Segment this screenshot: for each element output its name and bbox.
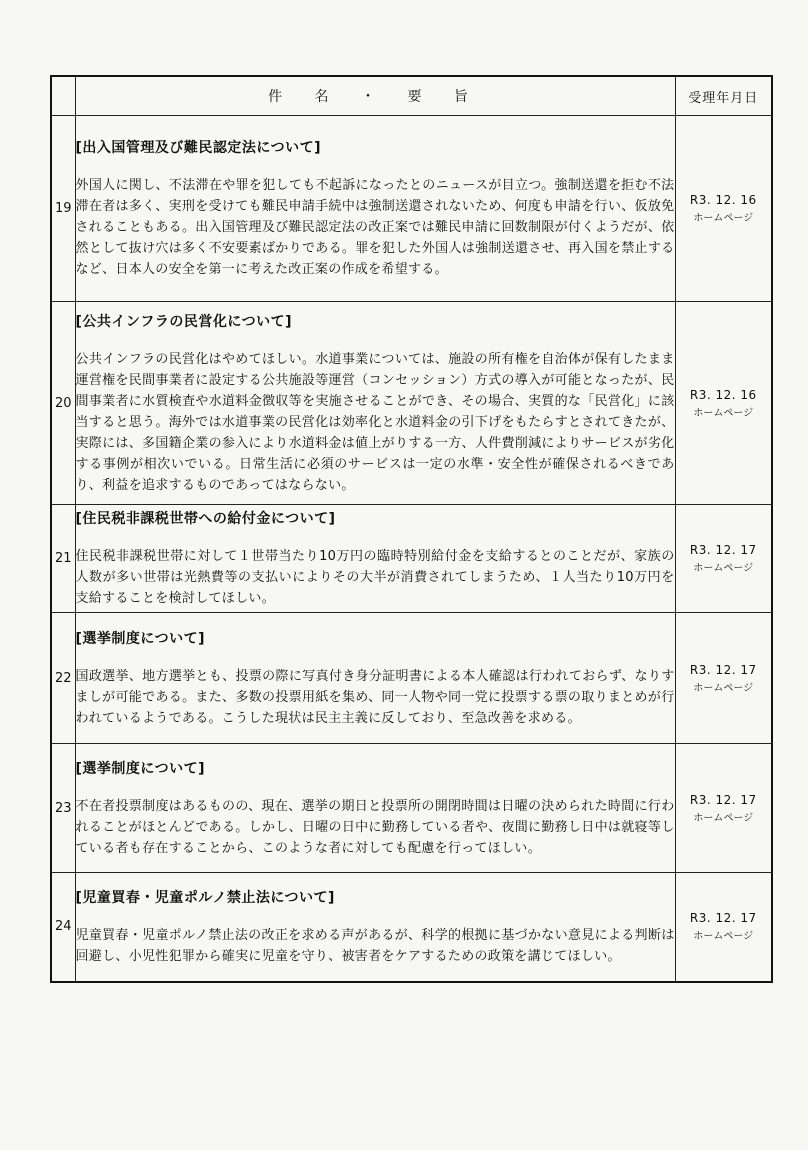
row-source: ホームページ: [693, 213, 754, 224]
row-subject: [公共インフラの民営化について]: [75, 313, 293, 330]
table-row: [51, 505, 772, 613]
header-number: [51, 76, 75, 116]
row-content: [75, 613, 675, 744]
row-content: [75, 873, 675, 982]
row-content: [75, 505, 675, 613]
petition-table: [50, 75, 773, 983]
row-date-cell: [675, 744, 772, 873]
row-number: 19: [51, 116, 75, 302]
row-content: [75, 302, 675, 505]
row-date-cell: [675, 116, 772, 302]
row-date: R3. 12. 16: [689, 193, 757, 207]
row-number: 24: [51, 873, 75, 982]
row-source: ホームページ: [693, 682, 754, 694]
row-source: ホームページ: [693, 812, 754, 824]
row-date: R3. 12. 17: [689, 911, 757, 926]
row-content: [75, 116, 675, 302]
row-number: 20: [51, 302, 75, 505]
row-number: 23: [51, 744, 75, 873]
row-date: R3. 12. 17: [689, 792, 757, 807]
row-text: 児童買春・児童ポルノ禁止法の改正を求める声があるが、科学的根拠に基づかない意見による判断は回避し、小児性犯罪から確実に児童を守り、被害者をケアするための政策を講じてほしい。: [75, 927, 675, 964]
row-date: R3. 12. 17: [689, 543, 757, 557]
row-subject: [選挙制度について]: [75, 630, 206, 647]
row-text: 国政選挙、地方選挙とも、投票の際に写真付き身分証明書による本人確認は行われておらず、なりすましが可能である。また、多数の投票用紙を集め、同一人物や同一党に投票する票の取りまとめが行われているようである。こうした現状は民主主義に反しており、至急改善を求める。: [75, 668, 675, 726]
table-row: [51, 873, 772, 982]
row-date-cell: [675, 613, 772, 744]
row-date: R3. 12. 17: [689, 662, 757, 677]
row-subject: [出入国管理及び難民認定法について]: [75, 140, 322, 156]
row-text: 公共インフラの民営化はやめてほしい。水道事業については、施設の所有権を自治体が保有したまま運営権を民間事業者に設定する公共施設等運営（コンセッション）方式の導入が可能となったが、民間事業者に水質検査や水道料金徴収等を実施させることができ、その場合、実質的な「民営化」に該当すると思う。海外では水道事業の民営化は効率化と水道料金の引下げをもたらすとされてきたが、実際には、多国籍企業の参入により水道料金は値上がりする一方、人件費削減によりサービスが劣化する事例が相次いでいる。日常生活に必須のサービスは一定の水準・安全性が確保されるべきであり、利益を追求するものであってはならない。: [75, 351, 675, 493]
row-number: 22: [51, 613, 75, 744]
row-subject: [住民税非課税世帯への給付金について]: [75, 511, 336, 527]
row-number: 21: [51, 505, 75, 613]
table-row: [51, 744, 772, 873]
table-row: [51, 613, 772, 744]
row-content: [75, 744, 675, 873]
row-date: R3. 12. 16: [689, 387, 757, 402]
row-source: ホームページ: [693, 563, 754, 574]
row-source: ホームページ: [693, 931, 754, 943]
row-text: 外国人に関し、不法滞在や罪を犯しても不起訴になったとのニュースが目立つ。強制送還を拒む不法滞在者は多く、実刑を受けても難民申請手続中は強制送還されないため、何度も申請を行い、仮放免されることもある。出入国管理及び難民認定法の改正案では難民申請に回数制限が付くようだが、依然として抜け穴は多く不安要素ばかりである。罪を犯した外国人は強制送還させ、再入国を禁止するなど、日本人の安全を第一に考えた改正案の作成を希望する。: [75, 178, 675, 277]
table-row: [51, 116, 772, 302]
row-source: ホームページ: [693, 407, 754, 419]
row-date-cell: [675, 505, 772, 613]
table-row: [51, 302, 772, 505]
row-date-cell: [675, 302, 772, 505]
row-date-cell: [675, 873, 772, 982]
row-subject: [児童買春・児童ポルノ禁止法について]: [75, 889, 335, 906]
header-subject-summary: 件 名 ・ 要 旨: [75, 76, 675, 116]
row-subject: [選挙制度について]: [75, 760, 206, 777]
table-header-row: [51, 76, 772, 116]
row-text: 不在者投票制度はあるものの、現在、選挙の期日と投票所の開閉時間は日曜の決められた時間に行われることがほとんどである。しかし、日曜の日中に勤務している者や、夜間に勤務し日中は就寝等している者も存在することから、このような者に対しても配慮を行ってほしい。: [75, 798, 675, 856]
row-text: 住民税非課税世帯に対して１世帯当たり10万円の臨時特別給付金を支給するとのことだが、家族の人数が多い世帯は光熱費等の支払いによりその大半が消費されてしまうため、１人当たり10万円を支給することを検討してほしい。: [75, 549, 675, 606]
header-received-date: 受理年月日: [675, 76, 772, 116]
